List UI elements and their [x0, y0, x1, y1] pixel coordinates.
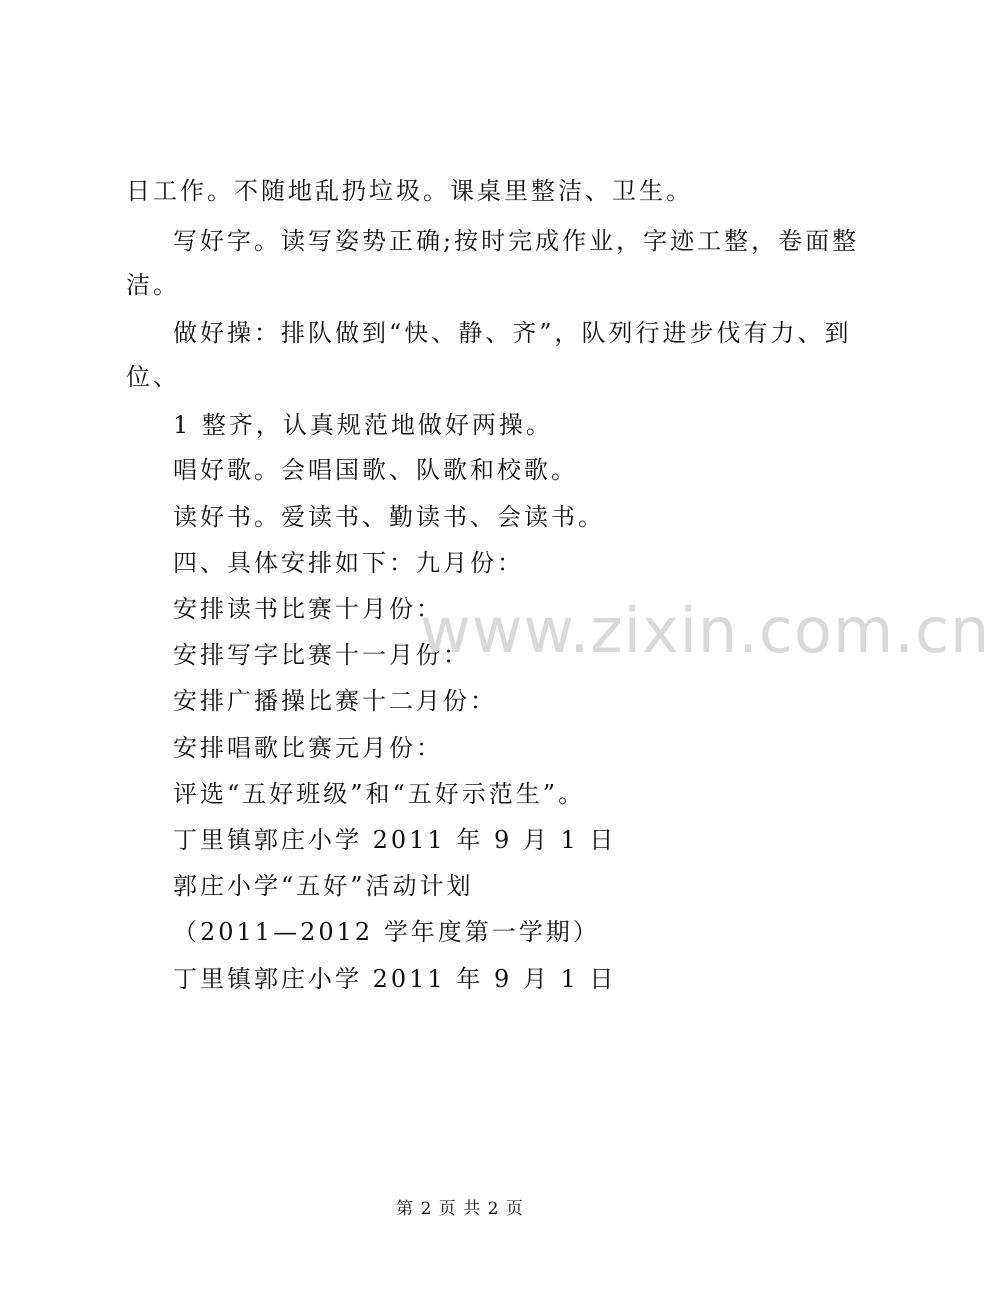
text-line-18: 丁里镇郭庄小学 2011 年 9 月 1 日 — [173, 965, 617, 993]
text-line-13: 安排唱歌比赛元月份： — [173, 734, 443, 762]
text-line-1: 日工作。不随地乱扔垃圾。课桌里整洁、卫生。 — [126, 177, 693, 205]
text-line-9: 四、具体安排如下：九月份： — [173, 549, 524, 577]
text-line-16: 郭庄小学“五好”活动计划 — [173, 872, 474, 900]
page-footer: 第 2 页 共 2 页 — [396, 1199, 524, 1219]
text-line-14: 评选“五好班级”和“五好示范生”。 — [173, 780, 586, 808]
text-line-5: 位、 — [126, 363, 180, 391]
text-line-8: 读好书。爱读书、勤读书、会读书。 — [173, 503, 605, 531]
text-line-6: 1 整齐，认真规范地做好两操。 — [173, 411, 553, 439]
watermark: www.zixin.com.cn — [420, 594, 990, 667]
text-line-11: 安排写字比赛十一月份： — [173, 641, 470, 669]
text-line-3: 洁。 — [126, 271, 180, 299]
text-line-17: （2011—2012 学年度第一学期） — [173, 918, 600, 946]
text-line-10: 安排读书比赛十月份： — [173, 595, 443, 623]
text-line-12: 安排广播操比赛十二月份： — [173, 687, 497, 715]
text-line-4: 做好操：排队做到“快、静、齐”，队列行进步伐有力、到 — [173, 319, 852, 347]
text-line-7: 唱好歌。会唱国歌、队歌和校歌。 — [173, 456, 578, 484]
text-line-2: 写好字。读写姿势正确;按时完成作业，字迹工整，卷面整 — [173, 227, 860, 255]
text-line-15: 丁里镇郭庄小学 2011 年 9 月 1 日 — [173, 826, 617, 854]
